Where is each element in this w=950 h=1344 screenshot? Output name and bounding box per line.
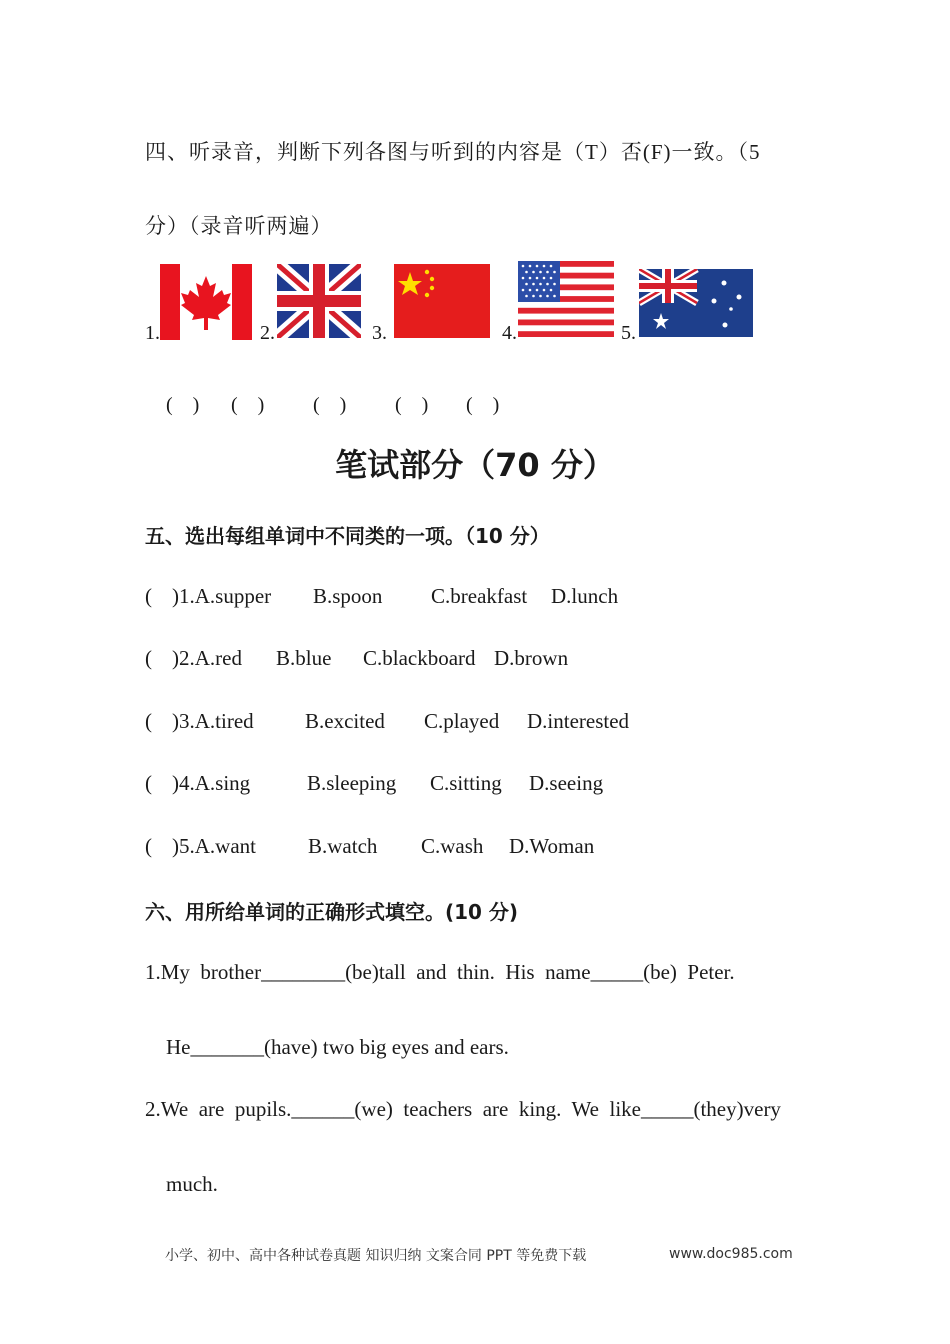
australia-flag-icon	[639, 269, 753, 337]
answer-paren-2: ( )	[231, 394, 265, 416]
option-b: B.watch	[308, 834, 378, 858]
section6-q1-line2: He_______(have) two big eyes and ears.	[166, 1035, 509, 1059]
footer-website: www.doc985.com	[669, 1246, 793, 1262]
option-a: )3.A.tired	[172, 709, 254, 733]
answer-paren: (	[145, 709, 152, 733]
answer-paren-1: ( )	[166, 394, 200, 416]
section6-q2-line1: 2.We are pupils.______(we) teachers are king. We like_____(they)very	[145, 1097, 781, 1121]
flag-number-3: 3.	[372, 322, 387, 344]
option-a: )2.A.red	[172, 646, 242, 670]
option-c: C.wash	[421, 834, 484, 858]
option-d: D.lunch	[551, 584, 619, 608]
option-a: )4.A.sing	[172, 771, 251, 795]
option-d: D.seeing	[529, 771, 604, 795]
answer-paren: (	[145, 646, 152, 670]
option-b: B.sleeping	[307, 771, 397, 795]
section5-heading: 五、选出每组单词中不同类的一项。（10 分）	[145, 524, 550, 548]
section5-row-2	[0, 646, 950, 674]
answer-paren-5: ( )	[466, 394, 500, 416]
section6-q2-line2: much.	[166, 1172, 218, 1196]
answer-paren: (	[145, 834, 152, 858]
section4-instruction-line1: 四、听录音，判断下列各图与听到的内容是（T）否(F)一致。（5	[145, 140, 761, 164]
answer-paren: (	[145, 771, 152, 795]
option-c: C.played	[424, 709, 500, 733]
china-flag-icon	[394, 264, 490, 338]
section6-heading: 六、用所给单词的正确形式填空。(10 分)	[145, 900, 519, 924]
answer-paren-3: ( )	[313, 394, 347, 416]
option-d: D.Woman	[509, 834, 595, 858]
section5-row-1	[0, 584, 950, 612]
option-b: B.excited	[305, 709, 385, 733]
answer-paren: (	[145, 584, 152, 608]
section5-row-4	[0, 771, 950, 799]
footer-text: 小学、初中、高中各种试卷真题 知识归纳 文案合同 PPT 等免费下载	[165, 1248, 587, 1264]
option-a: )1.A.supper	[172, 584, 272, 608]
option-c: C.breakfast	[431, 584, 528, 608]
option-a: )5.A.want	[172, 834, 256, 858]
section5-row-3	[0, 709, 950, 737]
written-section-title: 笔试部分（70 分）	[335, 446, 615, 484]
flag-number-5: 5.	[621, 322, 636, 344]
flag-number-4: 4.	[502, 322, 517, 344]
option-d: D.interested	[527, 709, 630, 733]
option-b: B.spoon	[313, 584, 383, 608]
option-b: B.blue	[276, 646, 332, 670]
section6-q1-line1: 1.My brother________(be)tall and thin. His name_____(be) Peter.	[145, 960, 735, 984]
option-c: C.blackboard	[363, 646, 476, 670]
uk-flag-icon	[277, 264, 361, 338]
flag-number-1: 1.	[145, 322, 160, 344]
canada-flag-icon	[160, 264, 252, 340]
section5-row-5	[0, 834, 950, 862]
option-d: D.brown	[494, 646, 569, 670]
usa-flag-icon	[518, 261, 614, 337]
answer-paren-4: ( )	[395, 394, 429, 416]
option-c: C.sitting	[430, 771, 502, 795]
section4-instruction-line2: 分）（录音听两遍）	[145, 214, 333, 238]
flag-number-2: 2.	[260, 322, 275, 344]
